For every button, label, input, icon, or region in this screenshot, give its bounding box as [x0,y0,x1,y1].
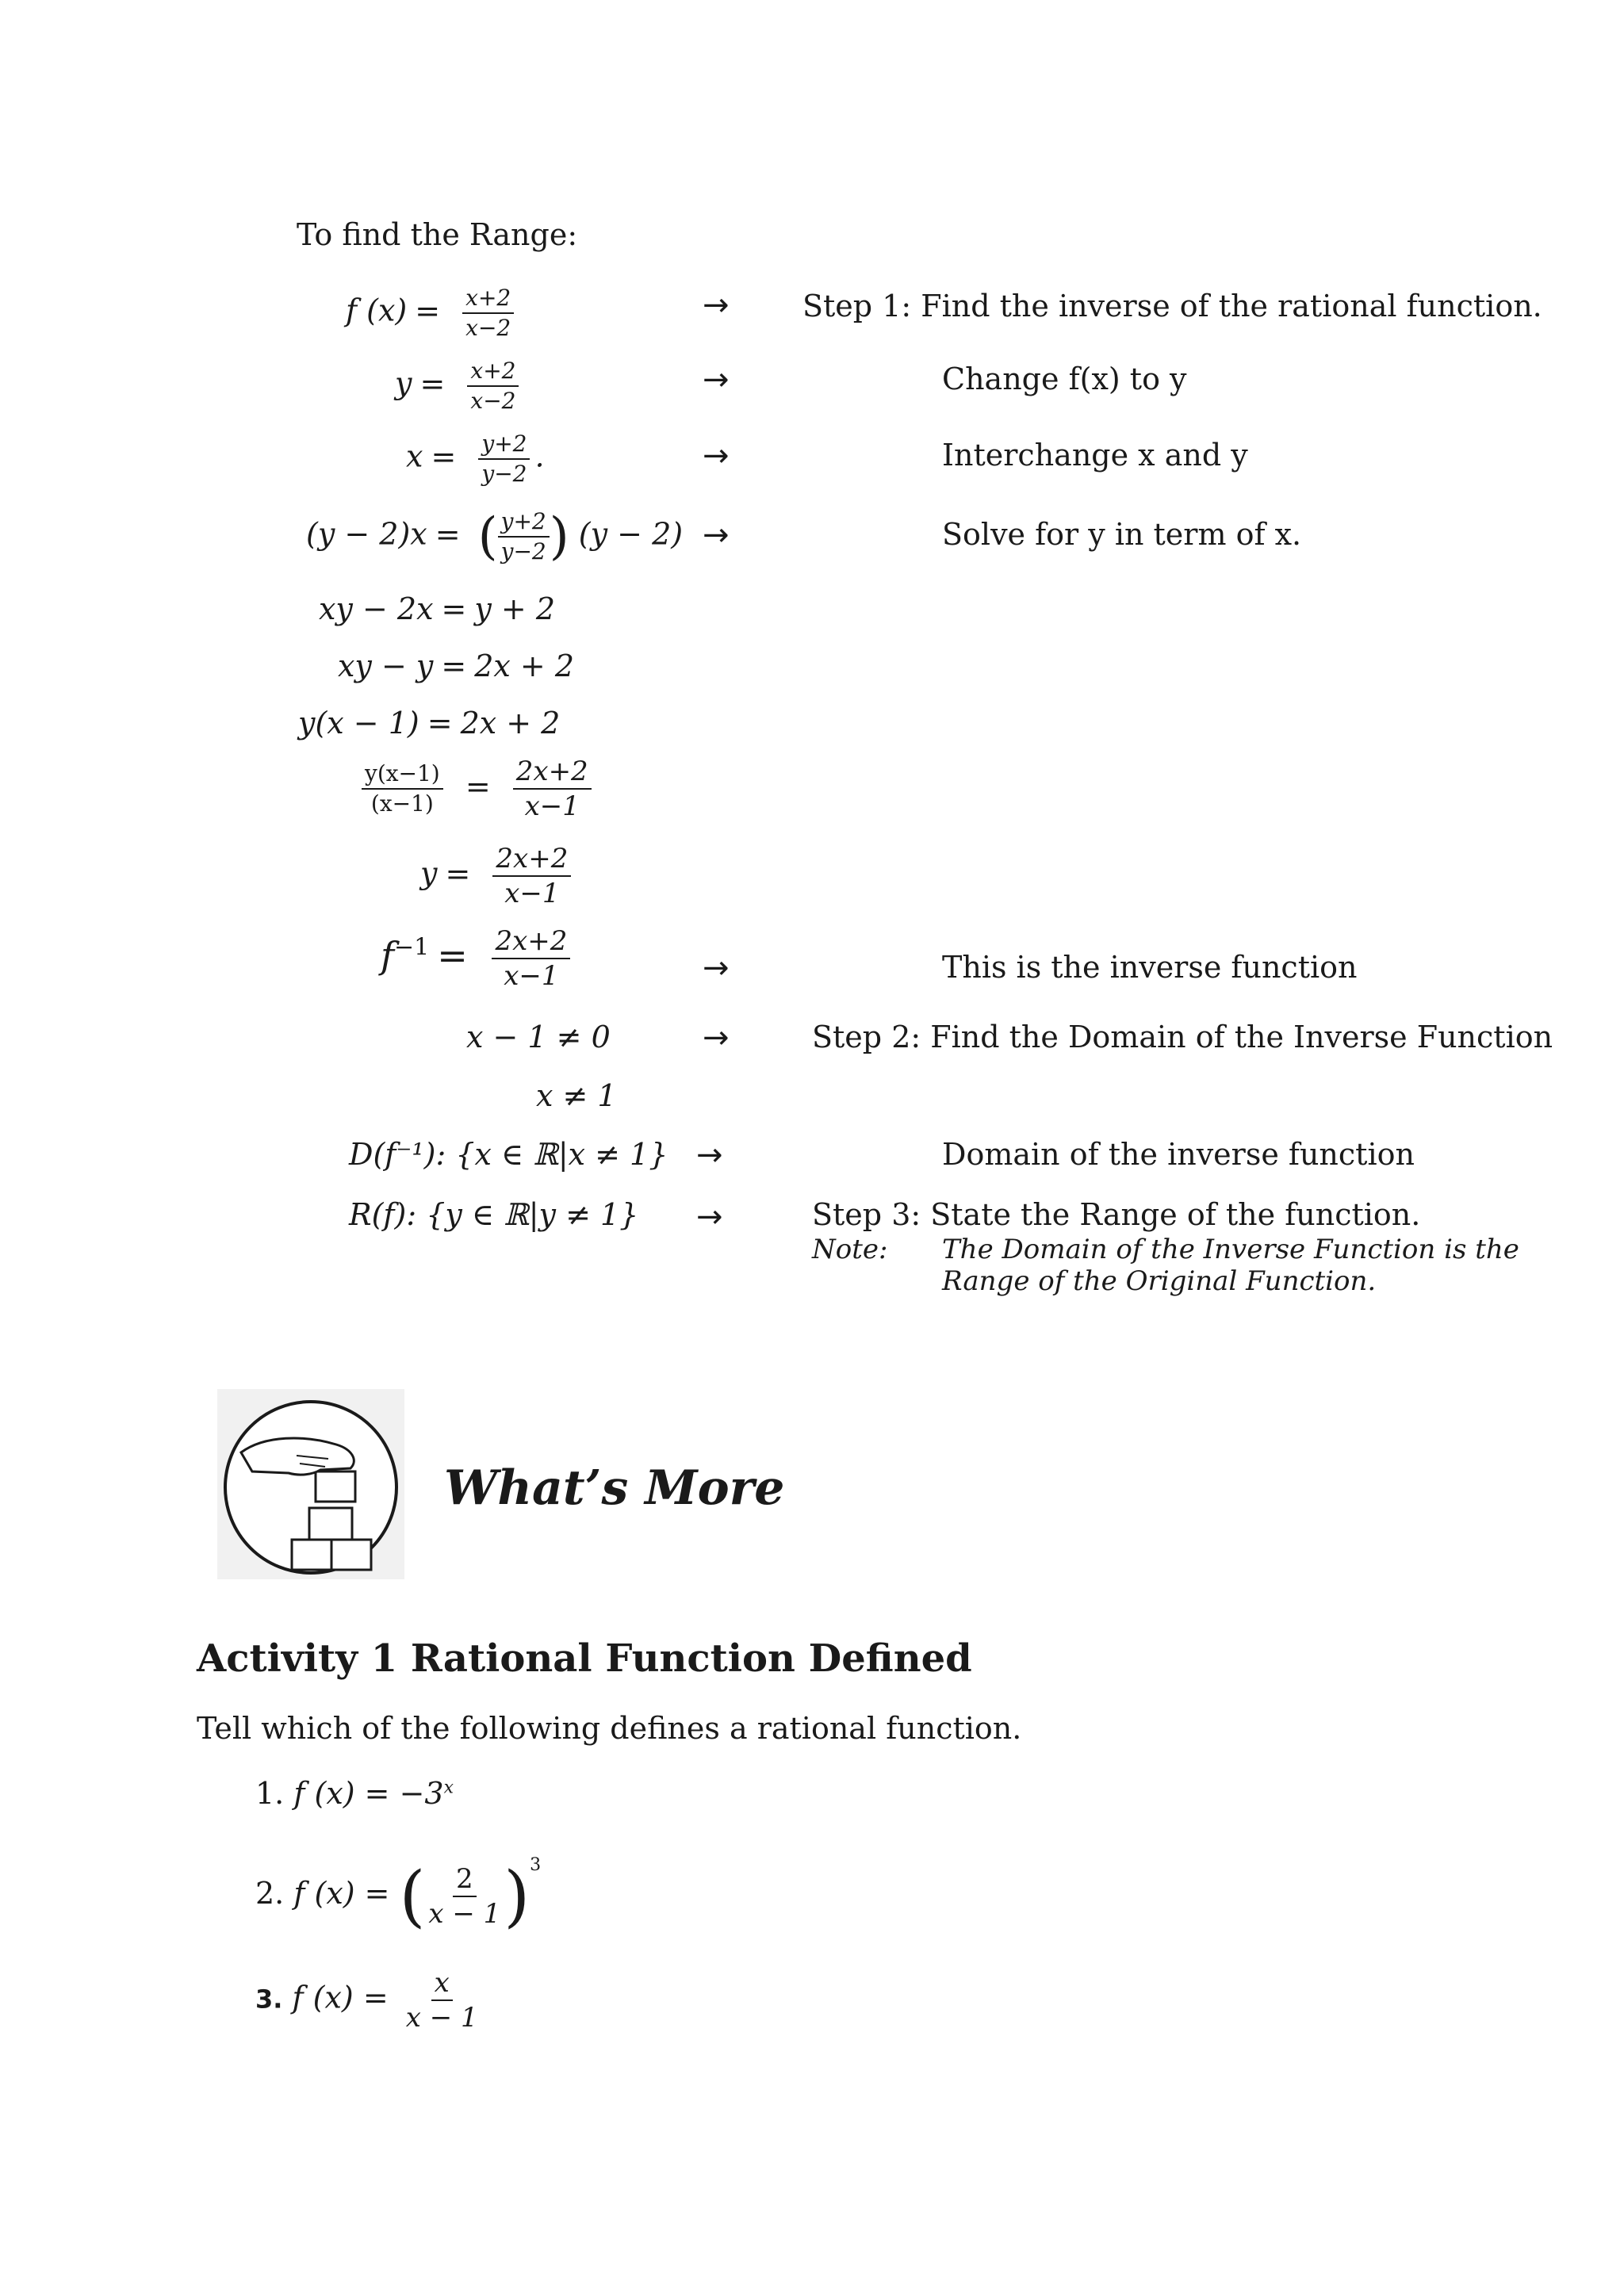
arrow-3: → [703,438,730,474]
item-2: 2. f (x) = ( $\frac{2}{x - 1}$ )$^3$ [255,1855,542,1935]
item-1: 1. f $(x) = -3^x$ [255,1776,454,1811]
equation-6: xy − y = 2x + 2 [338,649,575,683]
note-label: Note: [812,1234,888,1265]
equation-2: y = $\frac{x+2}{x-2}$ [395,360,523,412]
equation-14-range: R(f): {y ∈ ℝ|y ≠ 1} [349,1197,639,1232]
arrow-4: → [703,517,730,553]
step-inverse-text: This is the inverse function [942,950,1358,985]
arrow-5: → [703,950,730,986]
equation-11: x − 1 ≠ 0 [466,1020,611,1054]
equation-5: xy − 2x = y + 2 [319,591,556,626]
step-solve-text: Solve for y in term of x. [942,517,1302,552]
equation-7: y(x − 1) = 2x + 2 [298,706,561,740]
arrow-1: → [703,287,730,323]
equation-1: f (x) = $\frac{x+2}{x-2}$ [346,287,519,339]
step-1-text: Step 1: Find the inverse of the rational function. [802,289,1542,323]
activity-instruction: Tell which of the following defines a rational function. [197,1711,1022,1746]
step-2-text: Step 2: Find the Domain of the Inverse Function [812,1020,1553,1054]
arrow-7: → [696,1137,723,1173]
item-3: 3. f (x) = $\frac{x}{x - 1}$ [255,1967,478,2034]
equation-13-domain: D(f⁻¹): {x ∈ ℝ|x ≠ 1} [349,1137,668,1172]
arrow-8: → [696,1199,723,1235]
arrow-2: → [703,362,730,398]
blocks-hand-icon [217,1389,404,1582]
step-interchange-text: Interchange x and y [942,438,1248,473]
equation-3: x = $\frac{y+2}{y-2}$ . [406,430,545,487]
step-3-text: Step 3: State the Range of the function. [812,1197,1421,1232]
step-domain-text: Domain of the inverse function [942,1137,1415,1172]
equation-10-inverse: $f^{-1}$ = $\frac{2x+2}{x-1}$ [381,928,575,989]
equation-12: x ≠ 1 [536,1078,617,1113]
intro-text: To find the Range: [297,217,578,252]
equation-9: y = $\frac{2x+2}{x-1}$ [420,845,576,907]
equation-4: (y − 2)x = ( $\frac{y+2}{y-2}$ ) (y − 2) [306,507,684,566]
activity-title: Activity 1 Rational Function Defined [197,1636,972,1681]
section-heading: What’s More [444,1460,785,1516]
arrow-6: → [703,1020,730,1056]
step-change-text: Change f(x) to y [942,362,1187,396]
note-line-1: The Domain of the Inverse Function is the [942,1234,1519,1265]
note-line-2: Range of the Original Function. [942,1265,1377,1297]
equation-8: $\frac{y(x-1)}{(x-1)}$ = $\frac{2x+2}{x-1}$ [357,758,596,820]
